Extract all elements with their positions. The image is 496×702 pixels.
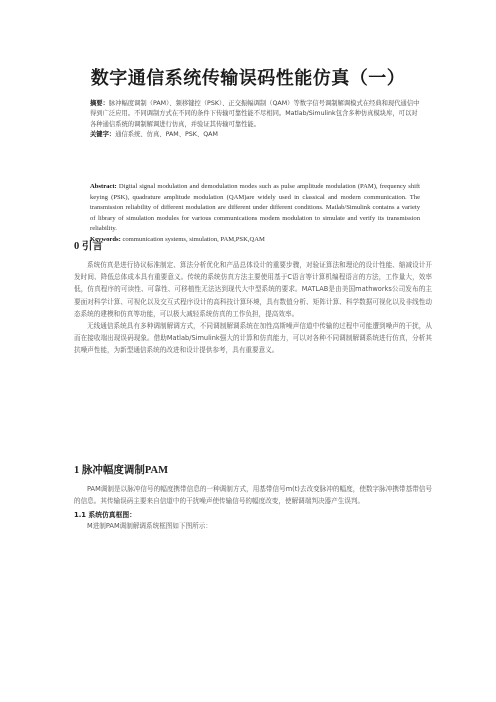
chinese-keywords-text: 通信系统、仿真、PAM、PSK、QAM [115, 131, 218, 139]
chinese-keywords-label: 关键字： [90, 131, 116, 139]
chinese-abstract-body [90, 99, 420, 130]
section-heading-introduction: 0 引言 [74, 241, 103, 252]
english-abstract-text: Digital signal modulation and demodulation modes such as pulse amplitude modulation (PAM), frequency shift keying (PSK), quadrature amplitude modulation (QAM)are widely used in classical and modern communication. The transmission reliability of different modulation are different under different conditions. Matlab/Simulink contains a variety of library of simulation modules for various communications modem modulation to simulate and verify its transmission reliability. [90, 183, 421, 232]
chinese-abstract [90, 99, 420, 141]
english-abstract [90, 182, 420, 245]
chinese-abstract-text: 脉冲幅度调制（PAM）、频移键控（PSK）、正交振幅调制（QAM）等数字信号调制解调模式在经典和现代通信中得到广泛应用。不同调制方式在不同的条件下传输可靠性能不尽相同。Matlab/Simulink包含多种仿真模块库，可以对各种通信系统的调制解调进行仿真，并验证其传输可靠性能。 [90, 100, 420, 128]
english-keywords-label: Keywords: [90, 235, 121, 243]
section-introduction [74, 235, 432, 357]
section-pam [74, 462, 432, 533]
english-keywords-text: communication systems, simulation, PAM,PSK,QAM [122, 235, 265, 243]
chinese-keywords [90, 130, 420, 140]
intro-paragraph-1: 系统仿真是进行协议标准制定、算法分析优化和产品总体设计的重要步骤，对验证算法和理论的设计性能、缩减设计开发时间、降低总体成本具有重要意义。传统的系统仿真方法主要使用基于C语言等计算机编程语言的方法，工作量大，效率低，仿真程序的可读性、可靠性、可移植性无法达到现代大中型系统的要求。MATLAB是由美国mathworks公司发布的主要面对科学计算、可视化以及交互式程序设计的高科技计算环境，具有数值分析、矩阵计算、科学数据可视化以及非线性动态系统的建模和仿真等功能，可以极大减轻系统仿真的工作负担，提高效率。 [74, 261, 432, 318]
pam-paragraph-1: PAM调制是以脉冲信号的幅度携带信息的一种调制方式，用基带信号m(t)去改变脉冲的幅度，使数字脉冲携带基带信号的信息。其传输误码主要来自信道中的干扰噪声使传输信号的幅度改变，使解调端判决器产生误判。 [74, 485, 432, 506]
chinese-abstract-label: 摘要： [90, 100, 109, 107]
section-heading-pam: 1 脉冲幅度调制PAM [74, 465, 169, 476]
intro-paragraph-2: 无线通信系统具有多种调制解调方式，不同调制解调系统在加性高斯噪声信道中传输的过程中可能遭到噪声的干扰，从而在接收端出现误码现象。借助Matlab/Simulink强大的计算和仿真能力，可以对各种不同调制解调系统进行仿真，分析其抗噪声性能，为新型通信系统的改进和设计提供参考，具有重要意义。 [74, 322, 432, 355]
english-abstract-body [90, 182, 420, 235]
english-abstract-label: Abstract: [90, 183, 117, 190]
paper-title: 数字通信系统传输误码性能仿真（一） [90, 68, 406, 89]
subsection-heading-block-diagram: 1.1 系统仿真框图： [74, 511, 136, 520]
pam-paragraph-2: M进制PAM调制解调系统框图如下图所示： [87, 522, 212, 531]
